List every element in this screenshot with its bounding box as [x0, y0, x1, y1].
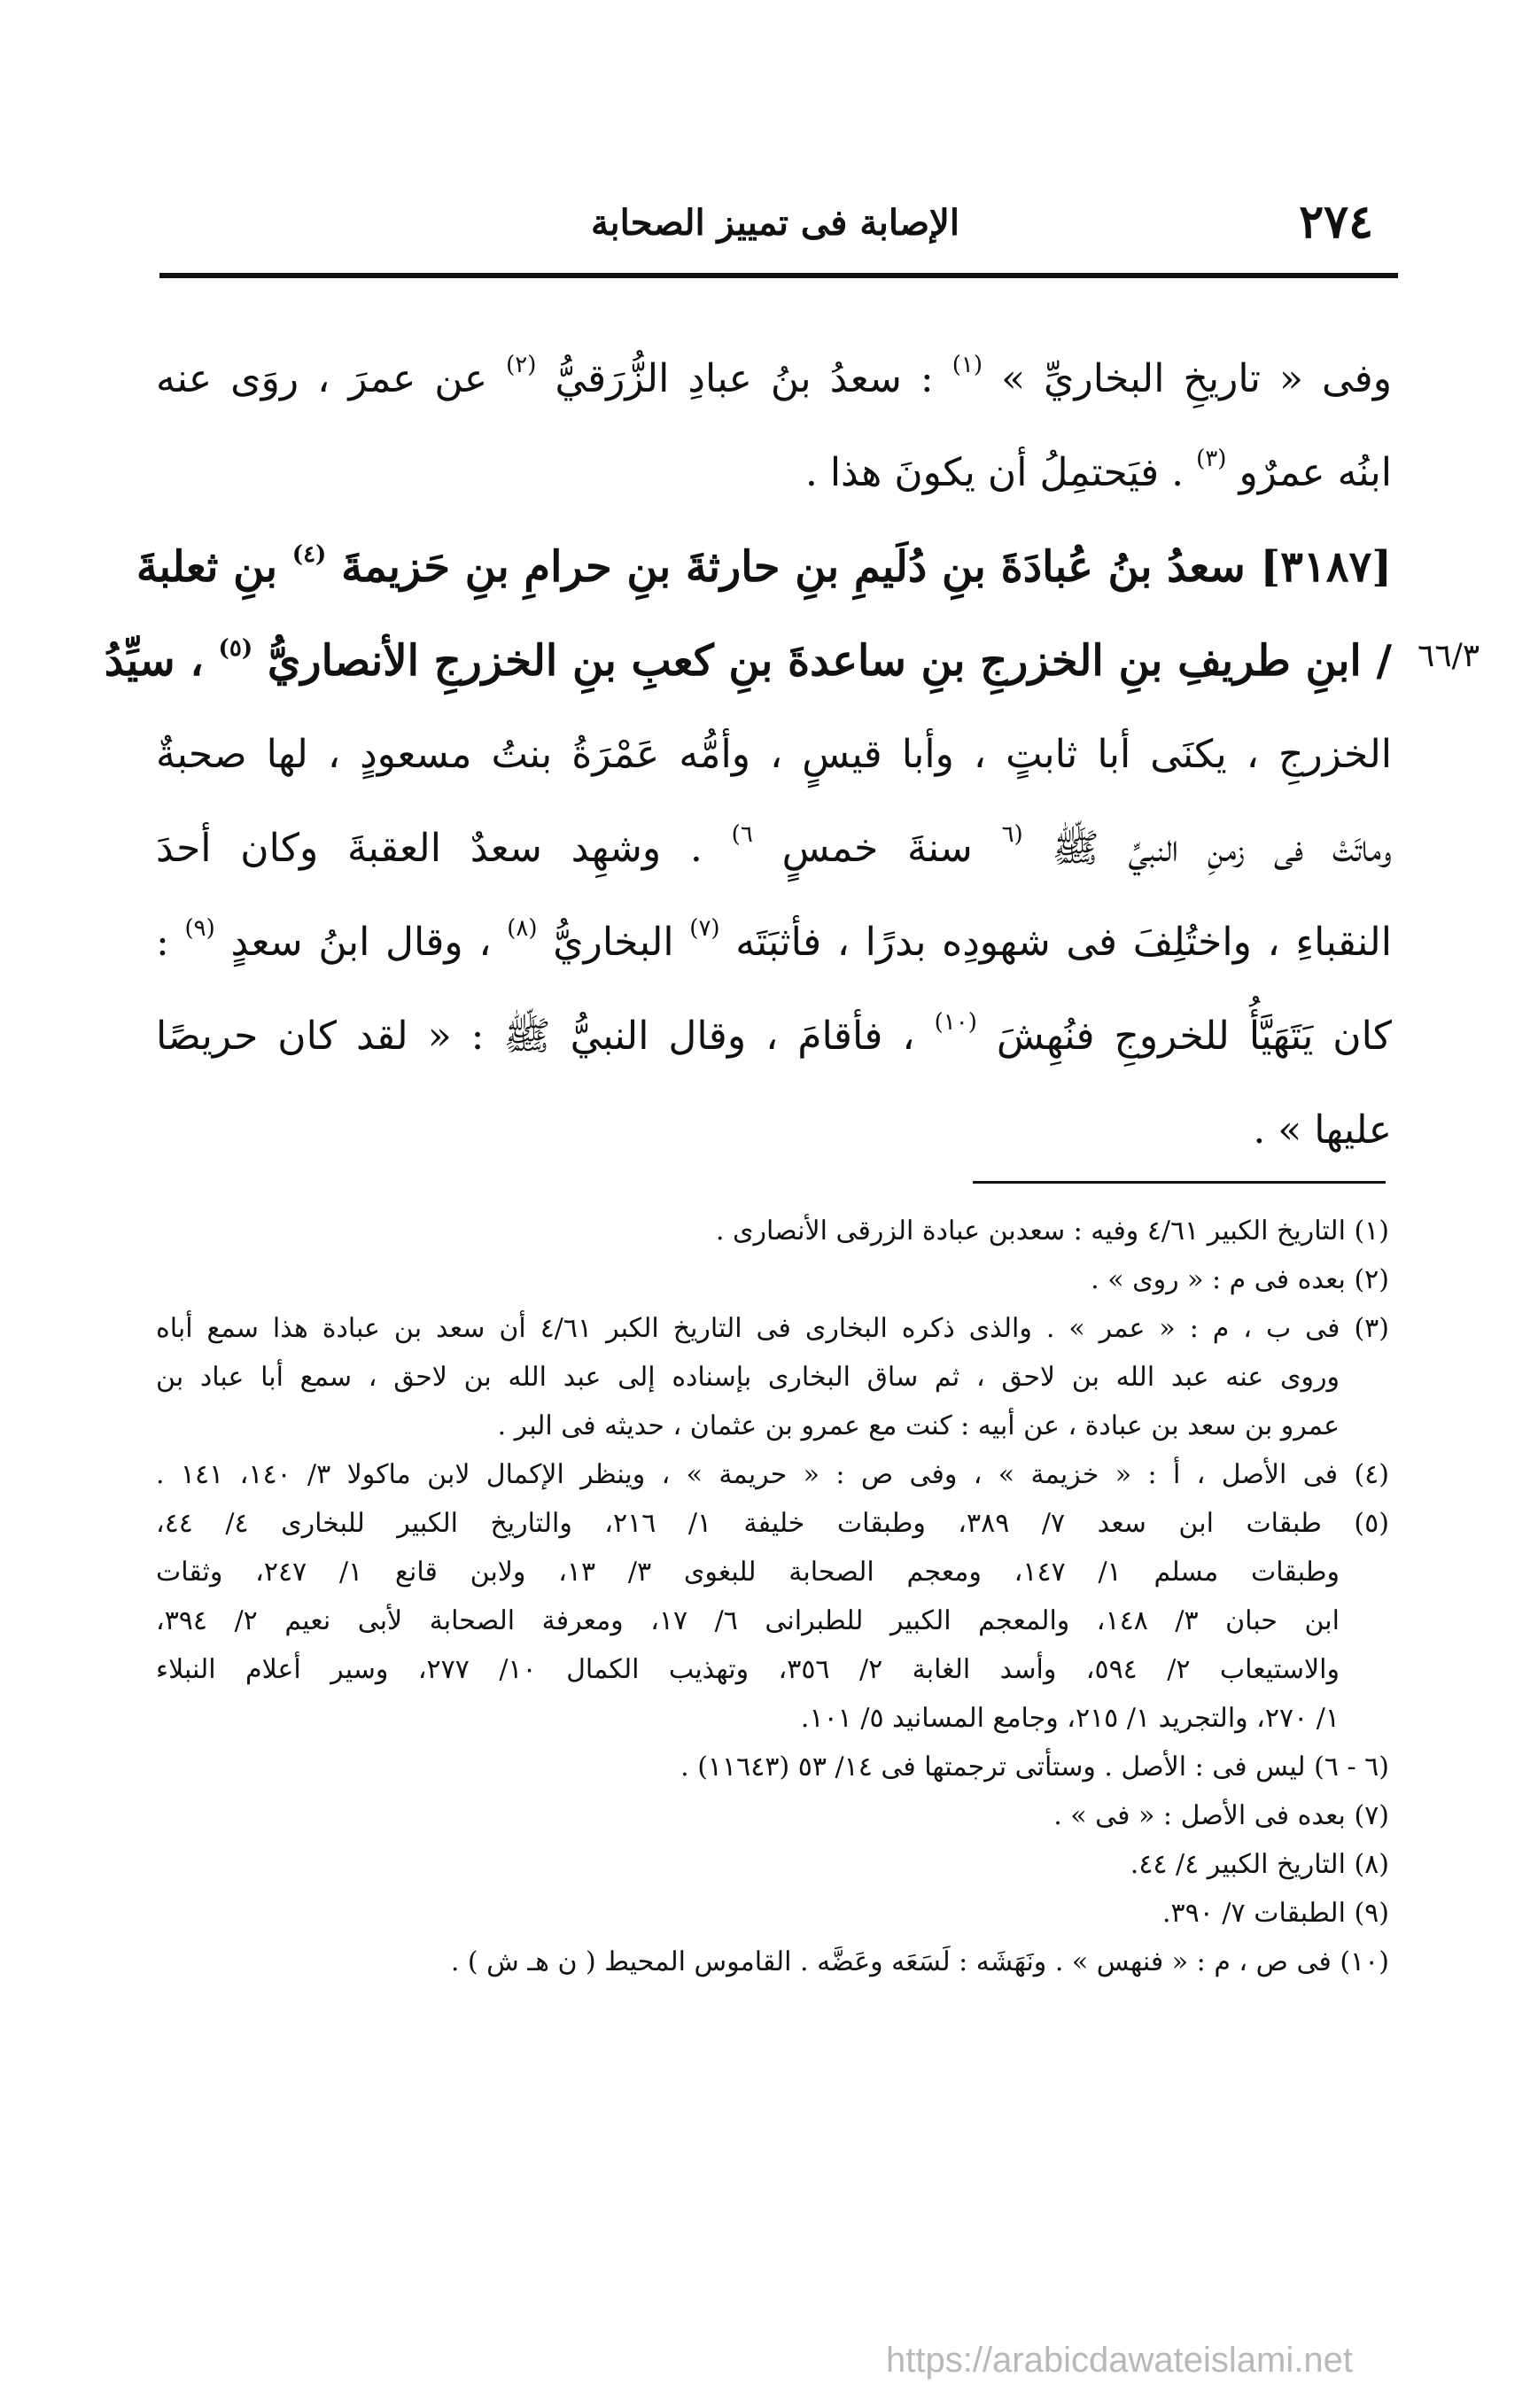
footnote-ref: ٦): [731, 821, 753, 848]
entry-heading-line: [٣١٨٧] سعدُ بنُ عُبادَةَ بنِ دُلَيمِ بنِ حارثةَ بنِ حرامِ بنِ حَزيمةَ $^{(٤)}$ بنِ ثعلبةَ: [136, 541, 1392, 592]
text-line: وماتَتْ فى زمنِ النبيِّ ﷺ $^{(٦}$ سنةَ خمسٍ $^{٦)}$ . وشهِد سعدٌ العقبةَ وكان أحدَ: [156, 821, 1392, 871]
footnote-continuation: وروى عنه عبد الله بن لاحق ، ثم ساق البخارى بإسناده إلى عبد الله بن لاحق ، سمع أبا عباد بن: [156, 1362, 1340, 1393]
footnote: (١) التاريخ الكبير ٤/٦١ وفيه : سعدبن عبادة الزرقى الأنصارى .: [715, 1216, 1389, 1247]
footnote-ref: (٧): [689, 915, 720, 942]
footnote: (٨) التاريخ الكبير ٤/ ٤٤.: [1130, 1849, 1389, 1880]
footnotes: [156, 1207, 1389, 1986]
footnote-ref: (٦: [1001, 821, 1023, 848]
text-line: ابنُه عمرٌو $^{(٣)}$ . فيَحتمِلُ أن يكونَ هذا .: [804, 446, 1392, 495]
text-line: كان يَتَهَيَّأُ للخروجِ فنُهِشَ $^{(١٠)}$ ، فأقامَ ، وقال النبيُّ ﷺ : « لقد كان حريصًا: [156, 1009, 1392, 1059]
book-title: الإصابة فى تمييز الصحابة: [591, 202, 959, 244]
text-line: وفى « تاريخِ البخاريِّ » $^{(١)}$ : سعدُ بنُ عبادِ الزُّرَقيُّ $^{(٢)}$ عن عمرَ ، روَى عنه: [156, 352, 1392, 401]
footnote-ref: (١): [952, 352, 983, 378]
header-rule: [159, 273, 1398, 278]
text-line: النقباءِ ، واختُلِفَ فى شهودِه بدرًا ، فأثبَتَه $^{(٧)}$ البخاريُّ $^{(٨)}$ ، وقال ابنُ سعدٍ $^{(٩)}$ :: [156, 915, 1392, 965]
footnote: (٩) الطبقات ٧/ ٣٩٠.: [1162, 1898, 1389, 1929]
footnote: (٣) فى ب ، م : « عمر » . والذى ذكره البخارى فى التاريخ الكبر ٤/٦١ أن سعد بن عبادة هذا سمع أباه: [156, 1313, 1389, 1344]
footnote-ref: (٤): [291, 541, 327, 568]
footnote-ref: (٢): [506, 352, 537, 378]
footnote-continuation: ١/ ٢٧٠، والتجريد ١/ ٢١٥، وجامع المسانيد ٥/ ١٠١.: [800, 1703, 1340, 1734]
margin-volume-page-note: ٦٦/٣: [1418, 638, 1480, 674]
footnote-ref: (٥): [218, 635, 253, 662]
footnote-ref: (١٠): [934, 1009, 977, 1036]
footnote: (١٠) فى ص ، م : « فنهس » . ونَهَشَه : لَسَعَه وعَضَّه . القاموس المحيط ( ن هـ ش ) .: [450, 1946, 1389, 1977]
footnote-separator: [973, 1181, 1386, 1184]
footnote-continuation: والاستيعاب ٢/ ٥٩٤، وأسد الغابة ٢/ ٣٥٦، وتهذيب الكمال ١٠/ ٢٧٧، وسير أعلام النبلاء: [156, 1654, 1340, 1685]
footnote-ref: (٨): [507, 915, 538, 942]
footnote-continuation: ابن حبان ٣/ ١٤٨، والمعجم الكبير للطبرانى ٦/ ١٧، ومعرفة الصحابة لأبى نعيم ٢/ ٣٩٤،: [156, 1605, 1340, 1636]
footnote-continuation: عمرو بن سعد بن عبادة ، عن أبيه : كنت مع عمرو بن عثمان ، حديثه فى البر .: [497, 1410, 1340, 1441]
text-line: الخزرجِ ، يكنَى أبا ثابتٍ ، وأبا قيسٍ ، وأمُّه عَمْرَةُ بنتُ مسعودٍ ، لها صحبةٌ: [156, 732, 1392, 777]
footnote-ref: (٣): [1196, 446, 1227, 472]
footnote: (٦ - ٦) ليس فى : الأصل . وستأتى ترجمتها فى ١٤/ ٥٣ (١١٦٤٣) .: [680, 1752, 1389, 1783]
page-number: ٢٧٤: [1299, 195, 1373, 249]
footnote-continuation: وطبقات مسلم ١/ ١٤٧، ومعجم الصحابة للبغوى ٣/ ١٣، ولابن قانع ١/ ٢٤٧، وثقات: [156, 1557, 1340, 1588]
footnote: (٧) بعده فى الأصل : « فى » .: [1053, 1800, 1389, 1831]
source-watermark: https://arabicdawateislami.net: [886, 2341, 1353, 2380]
main-text: [104, 332, 1392, 1177]
footnote: (٥) طبقات ابن سعد ٧/ ٣٨٩، وطبقات خليفة ١/ ٢١٦، والتاريخ الكبير للبخارى ٤/ ٤٤،: [156, 1508, 1389, 1539]
entry-heading-line: / ابنِ طريفِ بنِ الخزرجِ بنِ ساعدةَ بنِ كعبِ بنِ الخزرجِ الأنصاريُّ $^{(٥)}$ ، سيِّدُ: [104, 635, 1392, 686]
footnote-ref: (٩): [184, 915, 215, 942]
footnote: (٢) بعده فى م : « روى » .: [1091, 1264, 1389, 1295]
running-header: [159, 193, 1391, 259]
text-line: عليها » .: [1253, 1107, 1392, 1153]
footnote: (٤) فى الأصل ، أ : « خزيمة » ، وفى ص : « حريمة » ، وينظر الإكمال لابن ماكولا ٣/ ١٤٠، ١٤١ .: [156, 1459, 1389, 1490]
